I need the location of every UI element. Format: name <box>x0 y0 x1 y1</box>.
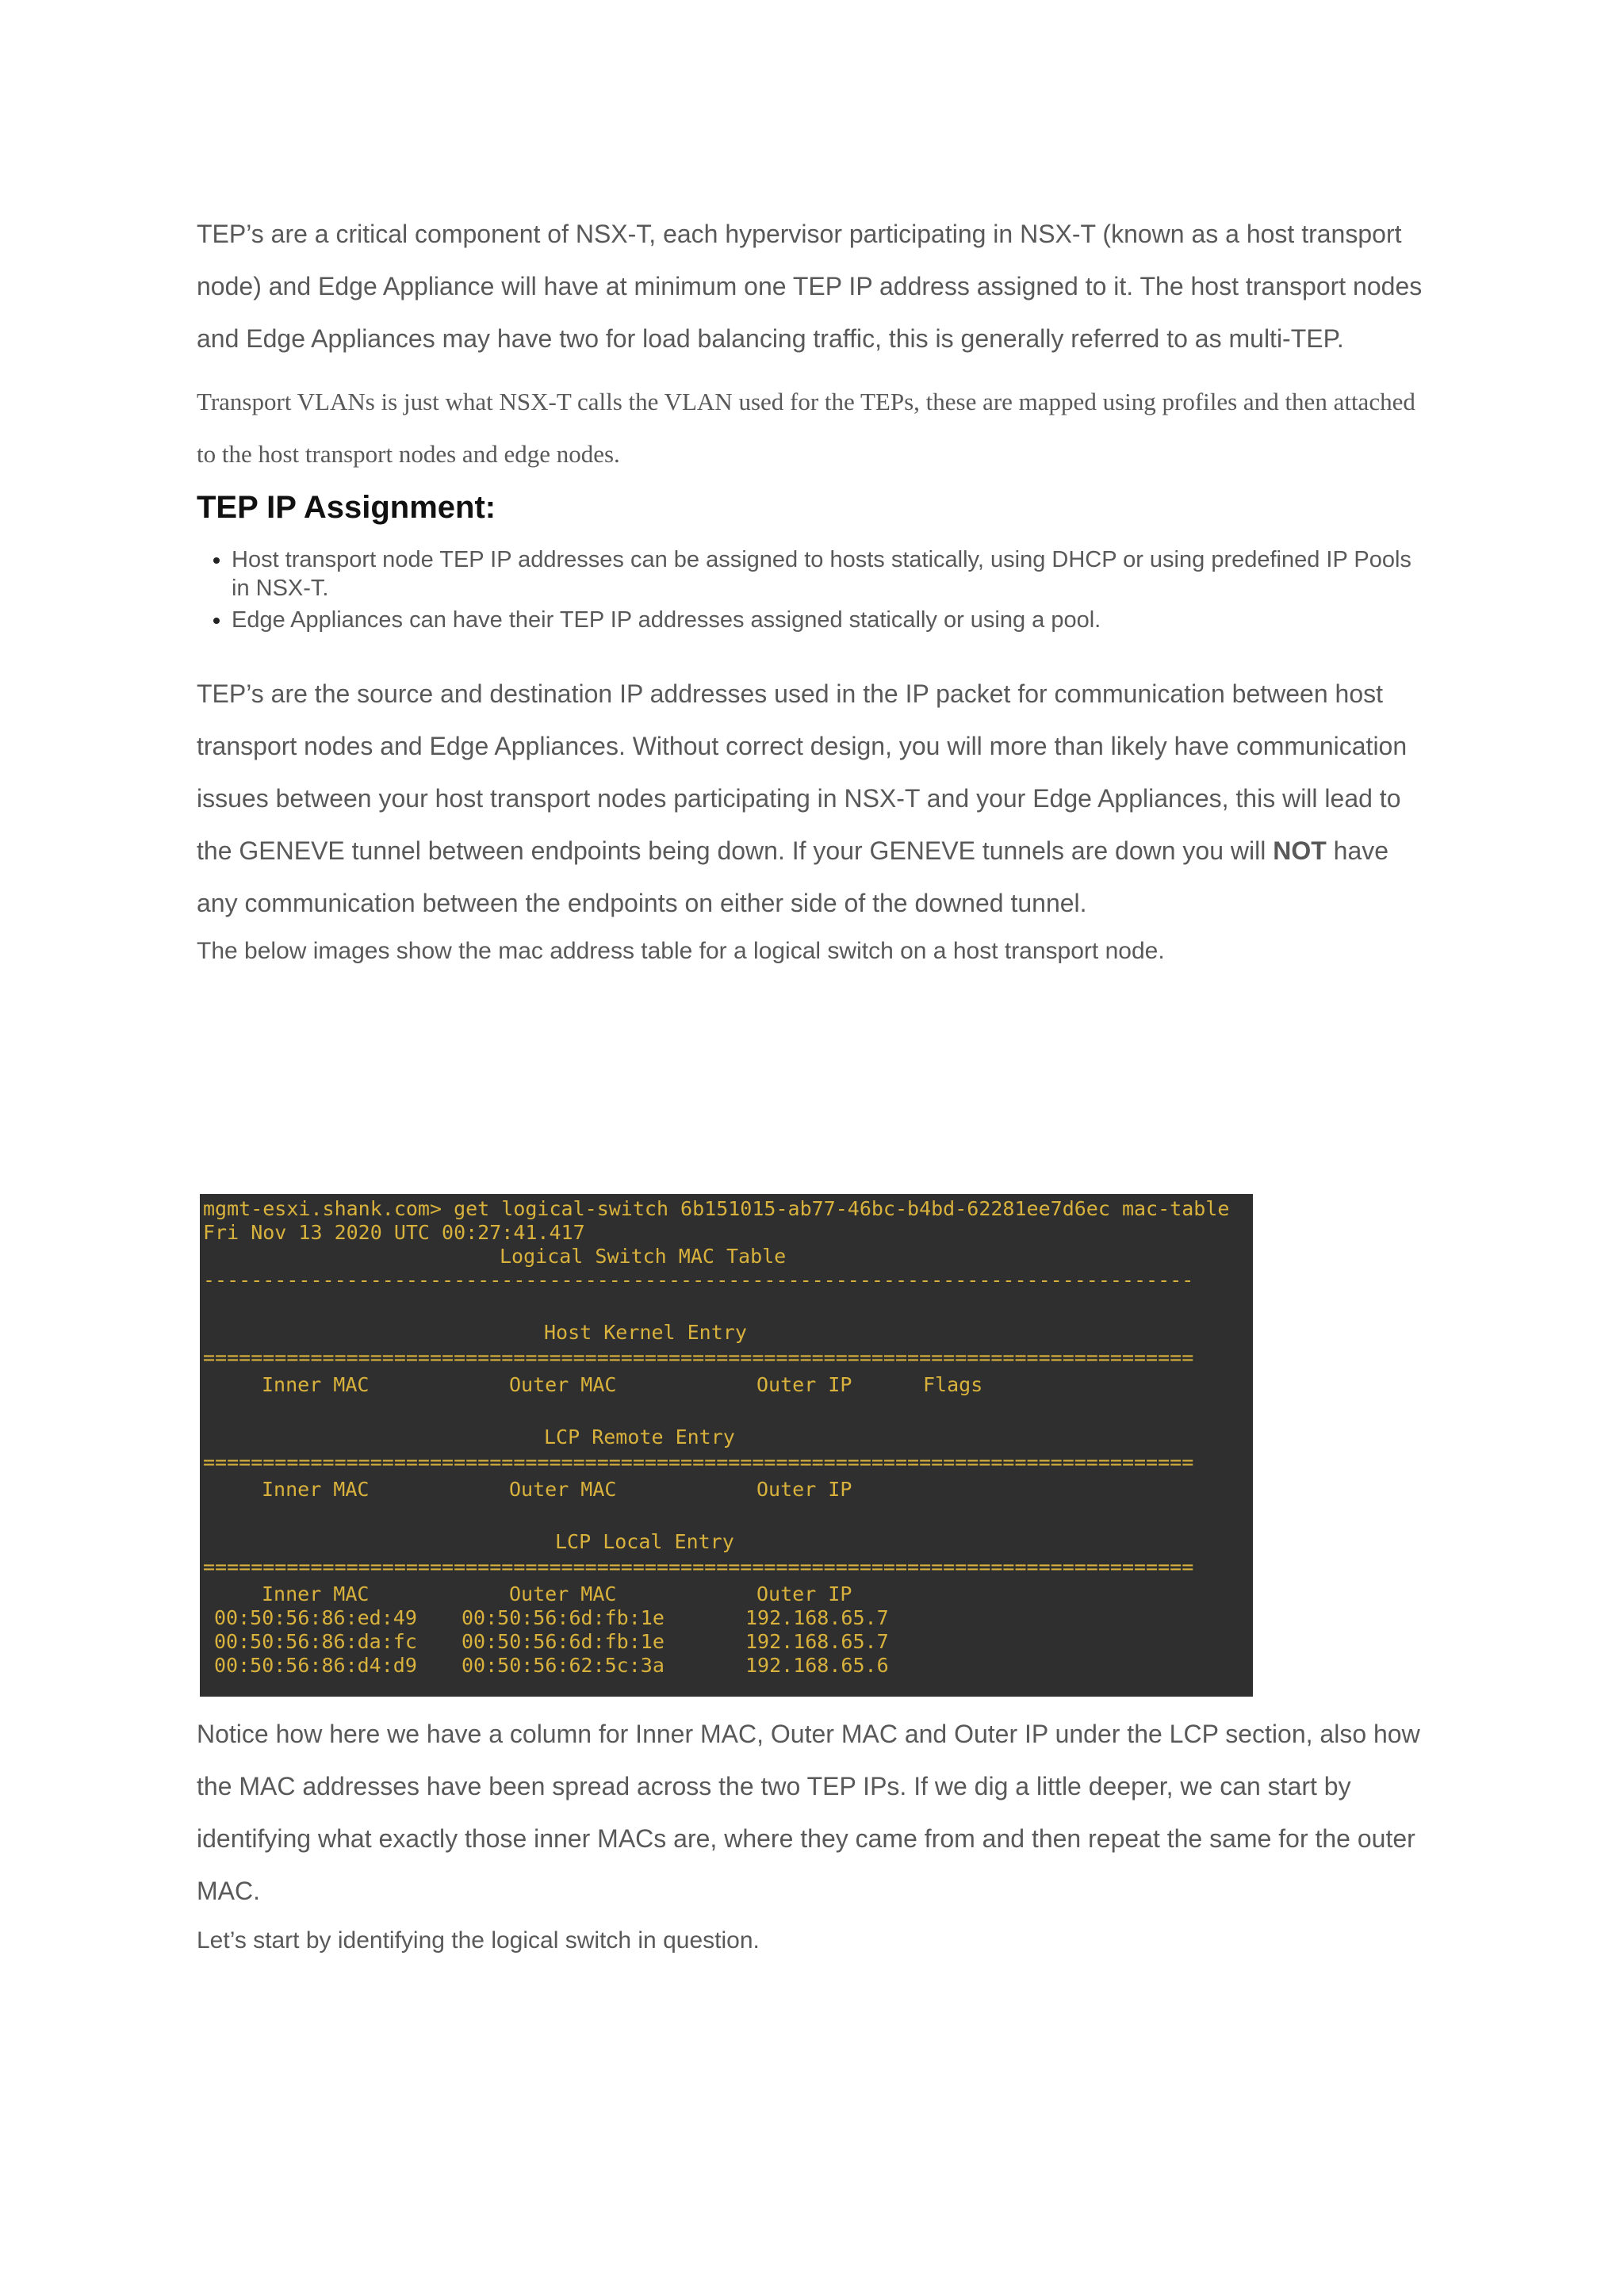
lcp-local-header-outer-mac: Outer MAC <box>509 1582 617 1605</box>
lcp-local-separator: =================================================================================== <box>203 1556 1194 1578</box>
lcp-remote-entry-title: LCP Remote Entry <box>544 1425 735 1448</box>
tep-design-text-end: have any communication between the endpoints on either side of the downed tunnel. <box>197 836 1389 917</box>
notice-paragraph: Notice how here we have a column for Inner MAC, Outer MAC and Outer IP under the LCP section, also how the MAC addresses have been spread across the two TEP IPs. If we dig a little deeper, we can start by identifying what exactly those inner MACs are, where they came from and then repeat the same for the outer MAC. <box>197 1720 1420 1905</box>
terminal-command-line: mgmt-esxi.shank.com> get logical-switch 6b151015-ab77-46bc-b4bd-62281ee7d6ec mac-table <box>203 1197 1230 1220</box>
transport-vlan-paragraph: Transport VLANs is just what NSX-T calls the VLAN used for the TEPs, these are mapped using profiles and then attached to the host transport nodes and edge nodes. <box>197 388 1415 468</box>
host-kernel-header-outer-mac: Outer MAC <box>509 1373 617 1396</box>
lcp-local-header-outer-ip: Outer IP <box>756 1582 852 1605</box>
host-kernel-separator: =================================================================================== <box>203 1346 1194 1369</box>
lcp-remote-header-outer-ip: Outer IP <box>756 1478 852 1501</box>
lcp-local-row-1-outer-mac: 00:50:56:6d:fb:1e <box>462 1606 665 1629</box>
bullet-item-host: • Host transport node TEP IP addresses can be assigned to hosts statically, using DHCP or using predefined IP Pools in NSX-T. <box>232 545 1434 603</box>
section-heading: TEP IP Assignment: <box>197 490 496 525</box>
lcp-remote-header-outer-mac: Outer MAC <box>509 1478 617 1501</box>
lcp-local-row-1-inner-mac: 00:50:56:86:ed:49 <box>214 1606 417 1629</box>
lcp-local-header-inner-mac: Inner MAC <box>262 1582 370 1605</box>
host-kernel-header-flags: Flags <box>923 1373 983 1396</box>
lcp-local-row-3-outer-ip: 192.168.65.6 <box>745 1654 889 1677</box>
document-content-lower <box>197 1708 1434 1957</box>
lcp-local-entry-title: LCP Local Entry <box>555 1530 734 1553</box>
tep-design-paragraph <box>197 668 1434 929</box>
closing-line: Let’s start by identifying the logical switch in question. <box>197 1927 760 1954</box>
mac-table-terminal-screenshot <box>200 1194 1253 1697</box>
lcp-local-row-3-inner-mac: 00:50:56:86:d4:d9 <box>214 1654 417 1677</box>
host-kernel-header-outer-ip: Outer IP <box>756 1373 852 1396</box>
host-kernel-header-inner-mac: Inner MAC <box>262 1373 370 1396</box>
terminal-table-title: Logical Switch MAC Table <box>500 1245 787 1268</box>
host-kernel-entry-title: Host Kernel Entry <box>544 1321 747 1344</box>
document-content <box>197 208 1434 967</box>
lcp-local-row-2-outer-mac: 00:50:56:6d:fb:1e <box>462 1630 665 1653</box>
lcp-local-row-2-inner-mac: 00:50:56:86:da:fc <box>214 1630 417 1653</box>
intro-paragraph: TEP’s are a critical component of NSX-T, each hypervisor participating in NSX-T (known as a host transport node) and Edge Appliance will have at minimum one TEP IP address assigned to it. The host transport nodes and Edge Appliances may have two for load balancing traffic, this is generally referred to as multi-TEP. <box>197 220 1423 353</box>
terminal-dash-separator: ----------------------------------------------------------------------------------- <box>203 1269 1194 1292</box>
assignment-bullet-list <box>197 545 1434 634</box>
lcp-remote-separator: =================================================================================== <box>203 1451 1194 1474</box>
tep-design-text-start: TEP’s are the source and destination IP addresses used in the IP packet for communication between host transport nodes and Edge Appliances. Without correct design, you will more than likely have communication issues between your host transport nodes participating in NSX-T and your Edge Appliances, this will lead to the GENEVE tunnel between endpoints being down. If your GENEVE tunnels are down you will <box>197 679 1408 865</box>
images-caption: The below images show the mac address table for a logical switch on a host transport node. <box>197 938 1165 964</box>
bullet-item-edge: • Edge Appliances can have their TEP IP addresses assigned statically or using a pool. <box>232 606 1434 634</box>
lcp-local-row-2-outer-ip: 192.168.65.7 <box>745 1630 889 1653</box>
lcp-remote-header-inner-mac: Inner MAC <box>262 1478 370 1501</box>
lcp-local-row-3-outer-mac: 00:50:56:62:5c:3a <box>462 1654 665 1677</box>
tep-design-bold-not: NOT <box>1273 836 1327 865</box>
terminal-timestamp: Fri Nov 13 2020 UTC 00:27:41.417 <box>203 1221 585 1244</box>
lcp-local-row-1-outer-ip: 192.168.65.7 <box>745 1606 889 1629</box>
